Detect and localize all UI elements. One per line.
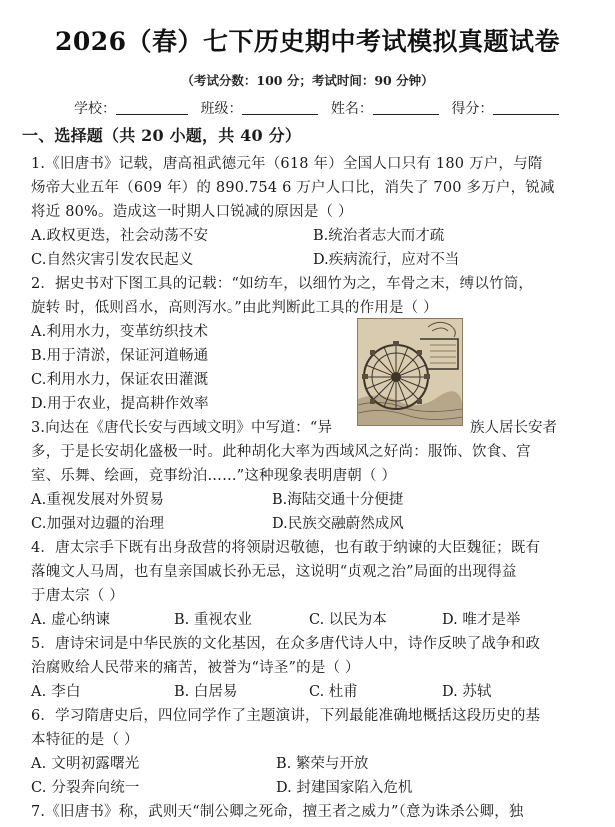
school-label: 学校： <box>74 101 116 117</box>
score-blank[interactable] <box>493 100 559 115</box>
q4-option-b[interactable]: B. 重视农业 <box>174 612 252 628</box>
q6-line-1: 6．学习隋唐史后，四位同学作了主题演讲，下列最能准确地概括这段历史的基 <box>31 708 541 724</box>
q2-option-b[interactable]: B.用于清淤，保证河道畅通 <box>31 348 209 364</box>
q6-option-d[interactable]: D. 封建国家陷入危机 <box>276 780 413 796</box>
waterwheel-drawing <box>358 319 462 425</box>
q2-line-1: 2．据史书对下图工具的记载：“如纺车，以细竹为之，车骨之末，缚以竹筒， <box>31 276 534 292</box>
name-blank[interactable] <box>373 100 439 115</box>
q1-option-a[interactable]: A.政权更迭，社会动荡不安 <box>31 228 209 244</box>
q1-option-c[interactable]: C.自然灾害引发农民起义 <box>31 252 194 268</box>
q4-option-a[interactable]: A. 虚心纳谏 <box>31 612 111 628</box>
student-info-row <box>74 98 567 118</box>
q5-option-b[interactable]: B. 白居易 <box>174 684 238 700</box>
class-blank[interactable] <box>242 100 318 115</box>
waterwheel-illustration <box>357 318 463 426</box>
q6-option-b[interactable]: B. 繁荣与开放 <box>276 756 369 772</box>
q3-line-3: 室、乐舞、绘画，竞事纷泊……”这种现象表明唐朝（ ） <box>31 468 397 484</box>
score-label: 得分： <box>451 101 494 117</box>
q4-line-2: 落魄文人马周，也有皇亲国戚长孙无忌，这说明“贞观之治”局面的出现得益 <box>31 564 517 580</box>
q2-option-c[interactable]: C.利用水力，保证农田灌溉 <box>31 372 209 388</box>
section-title: 一、选择题（共 20 小题，共 40 分） <box>22 126 302 145</box>
q5-option-c[interactable]: C. 杜甫 <box>309 684 358 700</box>
q6-line-2: 本特征的是（ ） <box>31 732 139 748</box>
q2-option-d[interactable]: D.用于农业，提高耕作效率 <box>31 396 209 412</box>
q2-option-a[interactable]: A.利用水力，变革纺织技术 <box>31 324 209 340</box>
q3-line-1b: 族人居长安者 <box>470 420 557 436</box>
q3-option-c[interactable]: C.加强对边疆的治理 <box>31 516 165 532</box>
q1-option-b[interactable]: B.统治者志大而才疏 <box>313 228 445 244</box>
q4-option-c[interactable]: C. 以民为本 <box>309 612 387 628</box>
q4-line-1: 4．唐太宗手下既有出身敌营的将领尉迟敬德，也有敢于纳谏的大臣魏征；既有 <box>31 540 541 556</box>
school-blank[interactable] <box>116 100 188 115</box>
q3-option-d[interactable]: D.民族交融蔚然成风 <box>272 516 404 532</box>
q5-option-d[interactable]: D. 苏轼 <box>442 684 492 700</box>
q2-line-2: 旋转 时，低则舀水，高则泻水。”由此判断此工具的作用是（ ） <box>31 300 438 316</box>
q6-option-a[interactable]: A. 文明初露曙光 <box>31 756 140 772</box>
q4-option-d[interactable]: D. 唯才是举 <box>442 612 521 628</box>
exam-subtitle: （考试分数：100 分；考试时间：90 分钟） <box>181 73 434 88</box>
q3-line-2: 多，于是长安胡化盛极一时。此种胡化大率为西域风之好尚：服饰、饮食、宫 <box>31 444 531 460</box>
name-label: 姓名： <box>330 101 373 117</box>
q4-line-3: 于唐太宗（ ） <box>31 588 125 604</box>
q1-line-3: 将近 80%。造成这一时期人口锐减的原因是（ ） <box>31 204 353 220</box>
q3-line-1a: 3.向达在《唐代长安与西域文明》中写道：“异 <box>31 420 333 436</box>
q3-option-b[interactable]: B.海陆交通十分便捷 <box>272 492 404 508</box>
q5-line-1: 5．唐诗宋词是中华民族的文化基因，在众多唐代诗人中，诗作反映了战争和政 <box>31 636 541 652</box>
exam-title: 2026（春）七下历史期中考试模拟真题试卷 <box>54 27 561 56</box>
q1-option-d[interactable]: D.疾病流行，应对不当 <box>313 252 460 268</box>
q1-line-2: 炀帝大业五年（609 年）的 890.754 6 万户人口比，消失了 700 多万户，锐减 <box>31 180 555 196</box>
q1-line-1: 1.《旧唐书》记载，唐高祖武德元年（618 年）全国人口只有 180 万户，与隋 <box>31 156 543 172</box>
class-label: 班级： <box>200 101 243 117</box>
q7-line-1: 7.《旧唐书》称，武则天“制公卿之死命，擅王者之威力”（意为诛杀公卿，独 <box>31 804 524 820</box>
q5-line-2: 治腐败给人民带来的痛苦，被誉为“诗圣”的是（ ） <box>31 660 360 676</box>
q5-option-a[interactable]: A. 李白 <box>31 684 81 700</box>
q3-option-a[interactable]: A.重视发展对外贸易 <box>31 492 165 508</box>
q6-option-c[interactable]: C. 分裂奔向统一 <box>31 780 140 796</box>
